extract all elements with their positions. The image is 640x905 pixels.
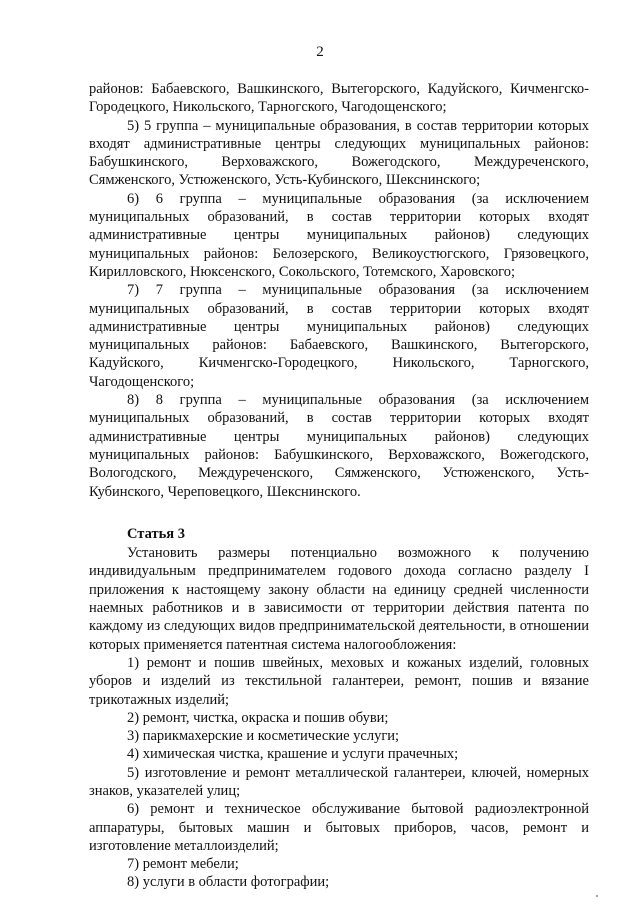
list-item-group-5: 5) 5 группа – муниципальные образования, в состав территории которых входят административные центры следующих муниципальных районов: Бабушкинского, Верховажского, Вожегодского, Междуреченского, Сямженского, Устюженского, Усть-Кубинского, Шекснинского; — [89, 117, 589, 189]
article-item-5: 5) изготовление и ремонт металлической галантереи, ключей, номерных знаков, указателей улиц; — [89, 764, 589, 799]
article-item-1: 1) ремонт и пошив швейных, меховых и кожаных изделий, головных уборов и изделий из текстильной галантереи, ремонт, пошив и вязание трикотажных изделий; — [89, 654, 589, 708]
paragraph-continuation: районов: Бабаевского, Вашкинского, Вытегорского, Кадуйского, Кичменгско-Городецкого, Никольского, Тарногского, Чагодощенского; — [89, 81, 589, 116]
list-item-group-8: 8) 8 группа – муниципальные образования (за исключением муниципальных образований, в состав территории которых входят административные центры муниципальных районов) следующих муниципальных районов: Бабушкинского, Верховажского, Вожегодского, Вологодского, Междуреченского, Сямженского, Устюженского, Усть-Кубинского, Череповецкого, Шекснинского. — [89, 392, 589, 500]
article-heading: Статья 3 — [127, 525, 185, 542]
article-item-6: 6) ремонт и техническое обслуживание бытовой радиоэлектронной аппаратуры, бытовых машин и бытовых приборов, часов, ремонт и изготовление металлоизделий; — [89, 801, 589, 854]
scan-mark — [596, 895, 598, 897]
section-spacer — [89, 501, 589, 525]
article-item-7: 7) ремонт мебели; — [127, 856, 239, 873]
list-item-group-7: 7) 7 группа – муниципальные образования (за исключением муниципальных образований, в состав территории которых входят административные центры муниципальных районов) следующих муниципальных районов: Бабаевского, Вашкинского, Вытегорского, Кадуйского, Кичменгско-Городецкого, Никольского, Тарногского, Чагодощенского; — [89, 282, 589, 390]
article-item-2: 2) ремонт, чистка, окраска и пошив обуви; — [127, 709, 389, 726]
article-item-3: 3) парикмахерские и косметические услуги; — [127, 728, 400, 745]
article-item-4: 4) химическая чистка, крашение и услуги прачечных; — [127, 746, 459, 763]
list-item-group-6: 6) 6 группа – муниципальные образования (за исключением муниципальных образований, в состав территории которых входят административные центры муниципальных районов) следующих муниципальных районов: Белозерского, Великоустюгского, Грязовецкого, Кирилловского, Нюксенского, Сокольского, Тотемского, Харовского; — [89, 190, 589, 280]
article-item-8: 8) услуги в области фотографии; — [127, 874, 330, 891]
article-intro: Установить размеры потенциально возможного к получению индивидуальным предпринимателем годового дохода согласно разделу I приложения к настоящему закону области на единицу средней численности наемных работников и в зависимости от территории действия патента по каждому из следующих видов предпринимательской деятельности, в отношении которых применяется патентная система налогообложения: — [89, 545, 589, 653]
page-number: 2 — [316, 44, 324, 60]
document-body — [89, 80, 589, 892]
